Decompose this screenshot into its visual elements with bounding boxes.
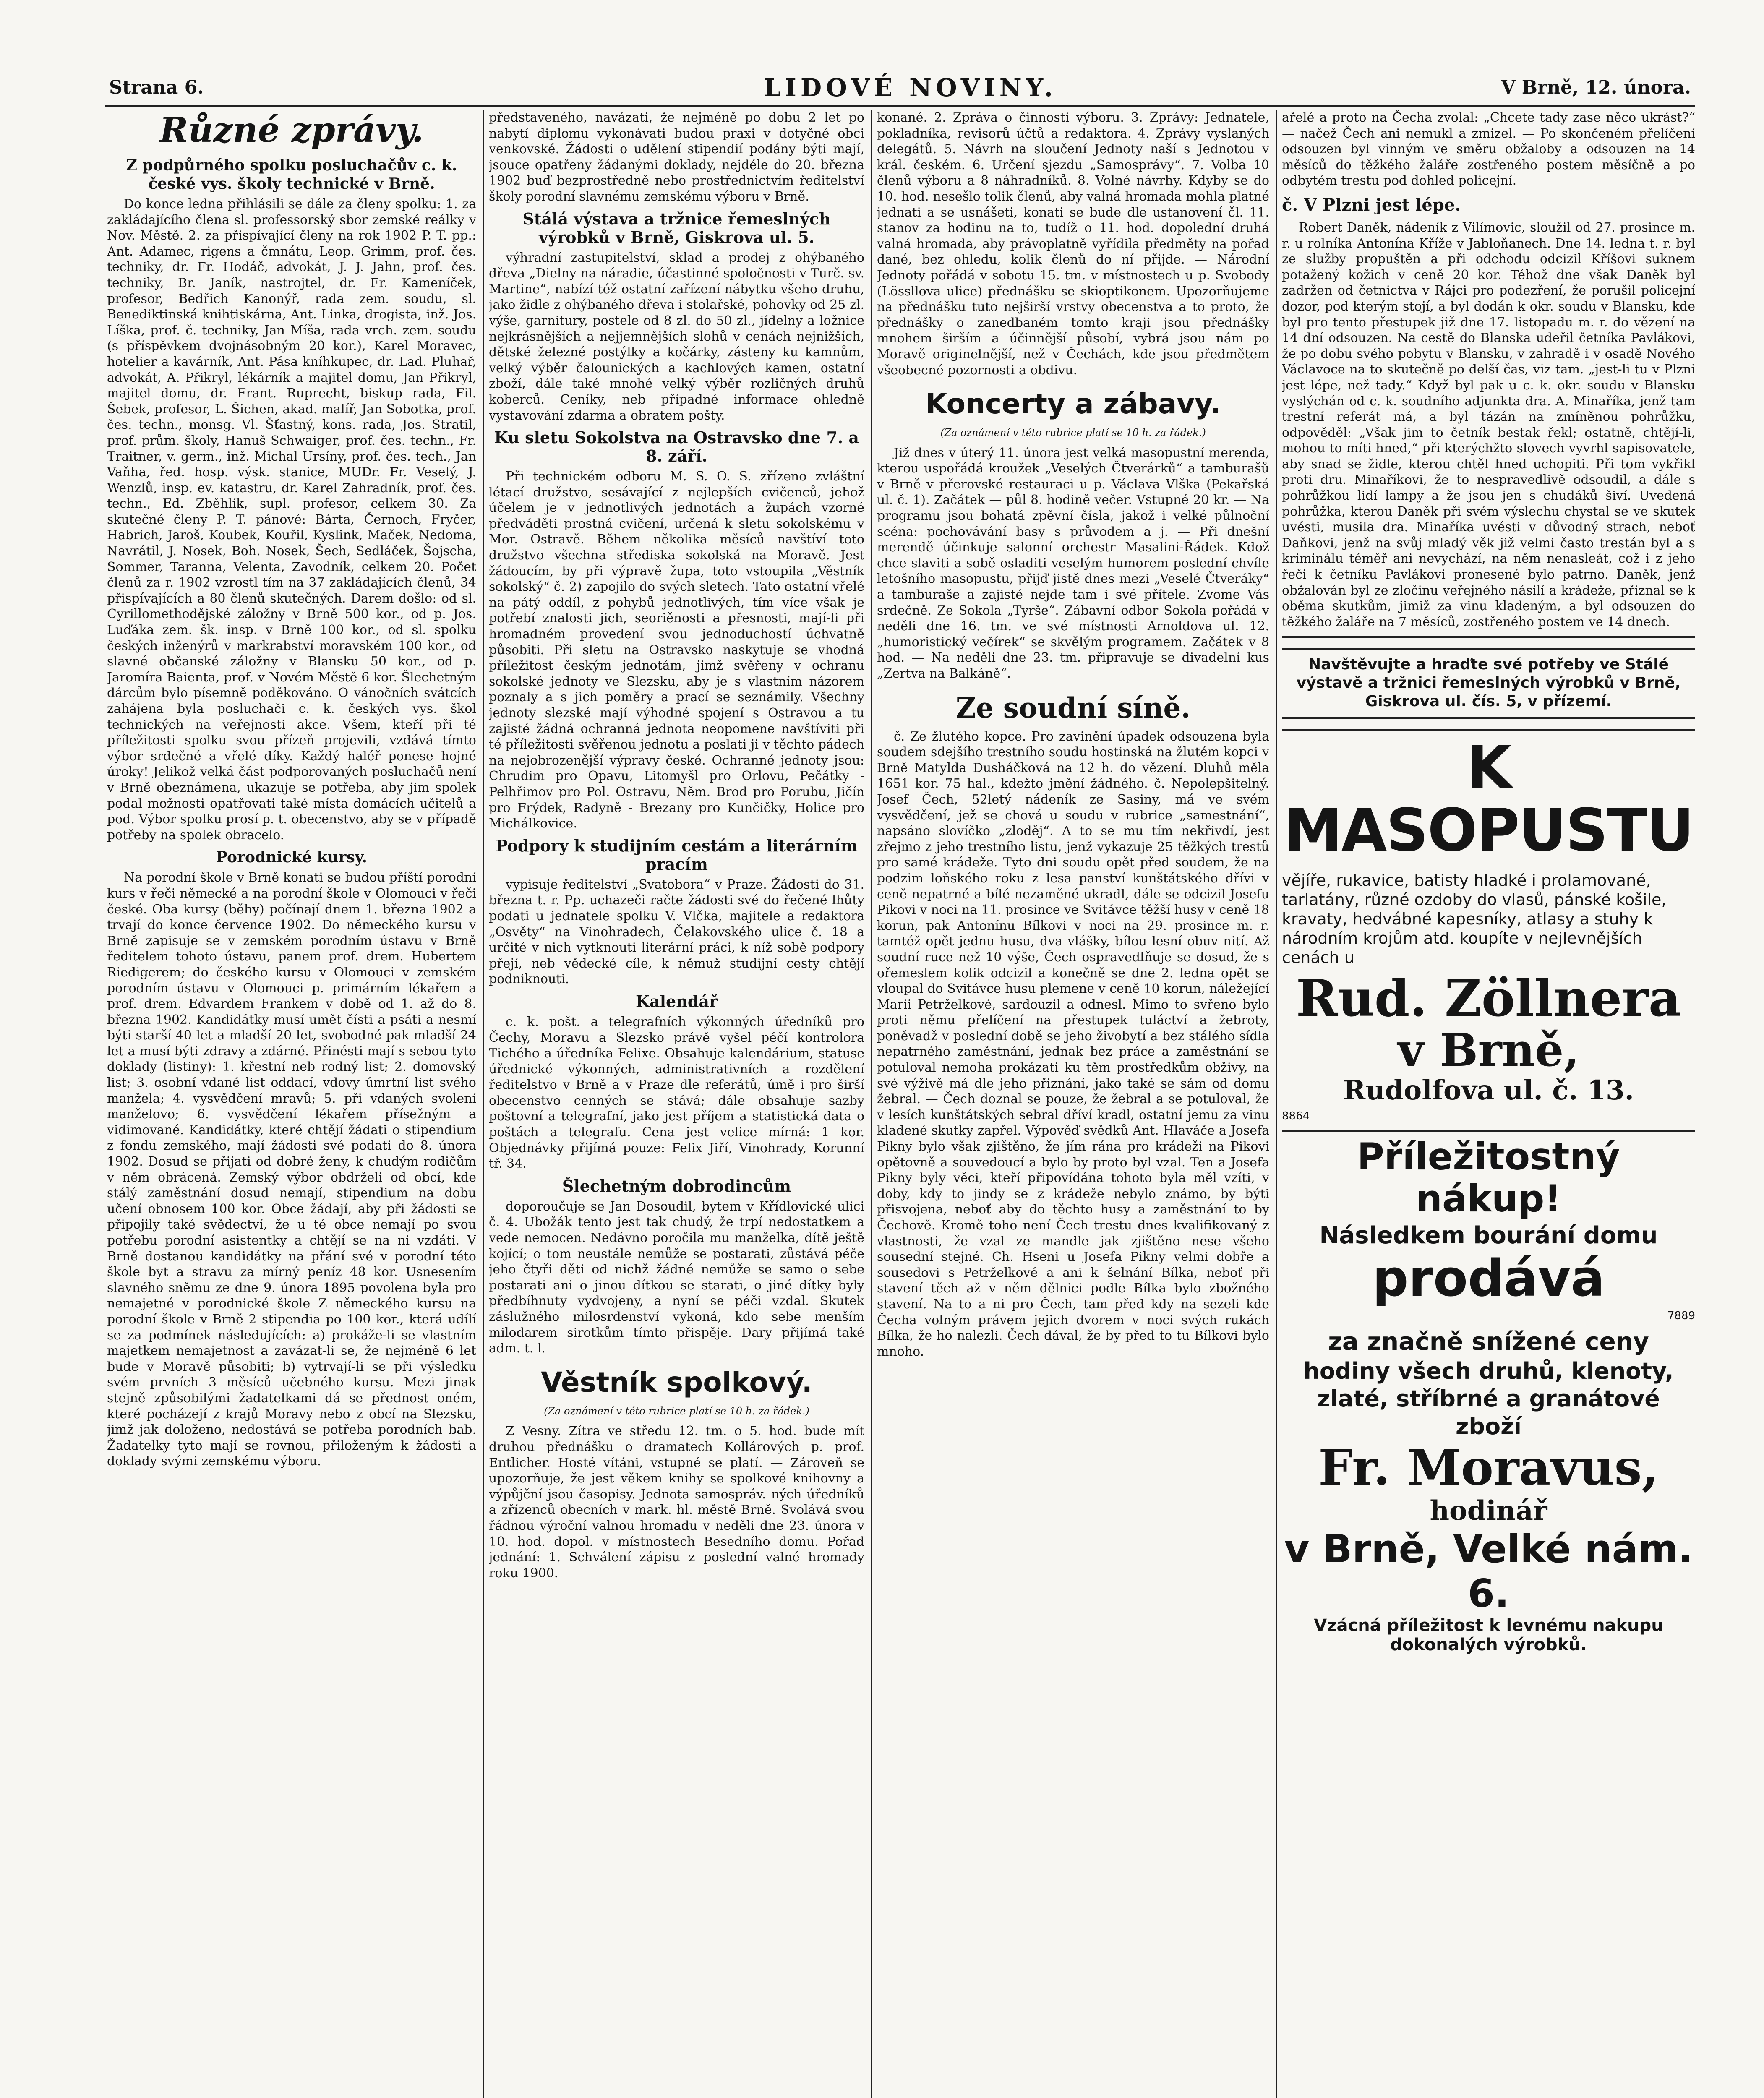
ad-text: vějíře, rukavice, batisty hladké i prolamované, tarlatány, různé ozdoby do vlasů, pánské košile, kravaty, hedvábné kapesníky, atlasy a stuhy k národním krojům atd. koupíte v nejlevnějších cenách u	[1282, 871, 1667, 967]
rubric-note: (Za oznámení v této rubrice platí se 10 h. za řádek.)	[544, 1405, 809, 1417]
article-text: konané. 2. Zpráva o činnosti výboru. 3. Zprávy: Jednatele, pokladníka, revisorů účtů a redaktora. 4. Zprávy vyslaných delegátů. 5. Návrh na sloučení Jednoty naší s Jednotou v král. českém. 6. Určení sjezdu „Samosprávy“. 7. Volba 10 členů výboru a 8 náhradníků. 8. Volné návrhy. Kdyby se do 10. hod. nesešlo tolik členů, aby valná hromada mohla platné jednati a se usnášeti, konati se bude dle ustanovení čl. 11. stanov za hodinu na to, tudíž o 11. hod. dopolední druhá valná hromada, aby právoplatně vyřídila předměty na pořad dané, bez ohledu, kolik členů do ní přijde. — Národní Jednoty pořádá v sobotu 15. tm. v místnostech u p. Svobody (Lössllova ulice) přednášku se skioptikonem. Upozorňujeme na přednášku tuto nejširší vrstvy obecenstva a to proto, že přednášky o zanedbaném tomto kraji jsou přednášky mnohem širším a účinnější působí, vybrá jsou nám po Moravě originelnější, než v Čechách, kde jsou předmětem všeobecné pozornosti a obdivu.	[877, 110, 1269, 378]
article-text: č. Ze žlutého kopce. Pro zavinění úpadek odsouzena byla soudem sdejšího trestního soudu hostinská na žlutém kopci v Brně Matylda Dusháčková na 12 h. do vězení. Dluhů měla 1651 kor. 75 hal., kdežto jmění žádného. č. Nepolepšitelný. Josef Čech, 52letý nádeník ze Sasiny, má ve svém vysvědčení, jež se chová u soudu v rubrice „samestnání“, napsáno slovíčko „zloděj“. A to se mu tím nekřivdí, jest zřejmo z jeho trestního listu, jenž vykazuje 25 těžkých trestů pro samé krádeže. Tyto dni soudu opět před soudem, že na podzim loňského roku z lesa panství kunštátského dřívi v ceně nepatrné a bílé nezaměné ukradl, dále se odcizil Josefu Pikovi v noci na 11. prosince ve Svitávce těžší husy v ceně 18 korun, pak Antonínu Bílkovi v noci na 29. prosince m. r. tamtéž opět jednu husu, dva vlášky, bílou lesní obuv nití. Až soudní ruce než 10 výše, Čech ospravedlňuje se dosud, že s ořemeslem kolik odcizil a konečně se dne 2. ledna opět se vloupal do Svitávce husu plemene v ceně 10 korun, náležející Marii Petrželkové, sardouzil a odnesl. Mimo to svřeno bylo proti němu přelíčení na přestupek tuláctví a žebroty, poněvadž v poslední době se jeho živobytí a bez stálého sídla nepatrného zaměstnání, jednak bez práce a zaměstnání se potuloval nemoha prokázati ku těm prostředkům obživy, na své výživě má dle jeho přiznání, jako také se sám od domu žebral. — Čech doznal se pouze, že žebral a se potuloval, že v lesích kunštátských sebral dříví kradl, ostatní jemu za vinu kladené skutky zapřel. Výpověď svědků Ant. Hlaváče a Josefa Pikny bylo však zjištěno, že jím rána pro krádeži na Pikovi opětovně a souvedoucí a bylo by proto byl vzal. Ten a Josefa Pikny byly věci, kteří připovídána tohoto byla měl vzíti, v doby, kdy to jindy se z krádeže nebylo známo, by býti přisvojena, neboť aby do těchto husy a zaměstnání to by Čechově. Kromě toho není Čech trestu dnes kvalifikovaný z vlastnosti, že vzal ze mandle jak zjištěno nese všeho sousední stejné. Ch. Hseni u Josefa Pikny velmi dobře a sousedovi s Petrželkové a ani k šelnání Bílka, neboť při stavení těch až v něm dělnici podle Bílka bylo zbožného stavení. Na to a ni pro Čech, tam před kdy na sezeli kde Čecha volným právem jejich dvorem v noci svých rukách Bílka, že ho nalezli. Čech dával, že by před to tu Bílkovi bylo mnoho.	[877, 729, 1269, 1359]
ad-headline: K MASOPUSTU	[1284, 733, 1694, 865]
ad-goods: hodiny všech druhů, klenoty, zlaté, stříbrné a granátové zboží	[1303, 1358, 1674, 1440]
article-text: Na porodní škole v Brně konati se budou příští porodní kurs v řeči německé a na porodní škole v Olomouci v řeči české. Oba kursy (běhy) počínají dnem 1. března 1902 a trvají do konce července 1902. Do německého kursu v Brně zapisuje se v zemském porodním ústavu v Brně ředitelem tohoto ústavu, panem prof. drem. Hubertem Riedigerem; do českého kursu v Olomouci v zemském porodním ústavu v Olomouci p. primárním lékařem a prof. drem. Edvardem Frankem v době od 1. až do 8. března 1902. Kandidátky musí umět čísti a psáti a nesmí býti starší 40 let a mladší 20 let, svobodné pak mladší 24 let a musí býti zdravy a zdárné. Přinésti mají s sebou tyto doklady (listiny): 1. křestní neb rodný list; 2. domovský list; 3. osobní vdané list oddací, vdovy úmrtní list svého manžela; 4. vysvědčení mravů; 5. při vdaných svolení manželovo; 6. vysvědčení lékařem přísežným a vidimované. Kandidátky, které chtějí žádati o stipendium z fondu zemského, mají žádosti své podati do 8. února 1902. Dosud se přijati od dobré ženy, k chudým rodičům v něm obrácená. Zemský výbor obdrželi od obcí, kde stálý zaměstnání dosud nemají, stipendium na dobu učení obnosem 100 kor. Obce žádají, aby při žádosti se připojily také svědectví, že u té obce nemají po svou potřebu porodní asistentky a chtějí se na ni vzdáti. V Brně dostanou kandidátky na přání své v porodní této škole byt a stravu za mírný peníz 48 kor. Usnesením slavného sněmu ze dne 9. února 1895 povolena byla pro nemajetné v porodnické škole Z německého kursu na porodní škole v Brně 2 stipendia po 100 kor., která udílí se za podmínek následujících: a) prokáže-li se vlastním majetkem nemajetnost a zavázat-li se, že nejméně 6 let bude v Moravě působiti; b) vytrvají-li se při výsledku svém prvních 3 měsíců učebného kursu. Mezi jinak stejně způsobilými žadatelkami dá se přednost oném, které pocházejí z krajů Moravy nebo z obcí na Slezsku, jimž jak doloženo, nedostává se potřeba porodních bab. Žadatelky tyto mají se rovnou, přiloženým k žádosti a doklady svými zemskému výboru.	[107, 870, 476, 1469]
article-text: c. k. pošt. a telegrafních výkonných úředníků pro Čechy, Moravu a Slezsko právě vyšel péčí kontrolora Tichého a úředníka Felixe. Obsahuje kalendárium, statuse úřednické výkonných, administrativních a rozdělení ředitelstvo v Brně a v Praze dle referátů, úmě i pro širší obecenstvo cenných se stává; dále obsahuje sazby poštovní a telegrafní, jako jest příjem a statistická data o poštách a telegrafu. Cena jest velice mírná: 1 kor. Objednávky přijímá pouze: Felix Jiří, Vinohrady, Korunní tř. 34.	[489, 1014, 864, 1172]
article-heading: Šlechetným dobrodincům	[562, 1176, 791, 1195]
column-4	[1282, 110, 1695, 2098]
column-rule-1	[483, 110, 484, 2098]
article-text: Již dnes v úterý 11. února jest velká masopustní merenda, kterou uspořádá kroužek „Veselých Čtverárků“ a tamburašů v Brně v přerovské restauraci u p. Václava Vlška (Pekařská ul. č. 1). Začátek — půl 8. hodině večer. Vstupné 20 kr. — Na programu jsou bohatá zpěvní čísla, jakož i velké půlnoční scéna: pochovávání basy s průvodem a j. — Při dnešní merendě účinkuje salonní orchestr Masalini-Řádek. Kdož chce slaviti a sobě osladiti veselým humorem poslední chvíle letošního masopustu, přijď jistě dnes mezi „Veselé Čtveráky“ a tamburaše a zajisté nejde tam i své přítele. Zvome Vás srdečně. Ze Sokola „Tyrše“. Zábavní odbor Sokola pořádá v neděli dne 16. tm. ve své místnosti Arnoldova ul. 12. „humoristický večírek“ se skvělým programem. Začátek v 8 hod. — Na neděli dne 23. tm. připravuje se divadelní kus „Zertva na Balkáně“.	[877, 445, 1269, 681]
ornament-divider	[1282, 636, 1695, 650]
column-rule-2	[871, 110, 872, 2098]
article-text: představeného, navázati, že nejméně po dobu 2 let po nabytí diplomu vykonávati budou praxi v dotyčné obci venkovské. Žádosti o udělení stipendií podány býti mají, jsouce opatřeny žádanými doklady, nejdéle do 20. března 1902 buď bezprostředně nebo prostřednictvím ředitelství školy porodní slavnému zemskému výboru v Brně.	[489, 110, 864, 204]
ad-address: Rudolfova ul. č. 13.	[1343, 1075, 1634, 1106]
page-header	[109, 73, 1691, 103]
ad-address: v Brně, Velké nám. 6.	[1284, 1527, 1693, 1616]
ad-separator	[1282, 1130, 1695, 1132]
article-text: Robert Daněk, nádeník z Vilímovic, sloužil od 27. prosince m. r. u rolníka Antonína Kříže v Jabloňanech. Dne 14. ledna t. r. byl ze služby propuštěn a při odchodu odcizil Kříšovi suknem potažený kožich v ceně 20 kor. Téhož dne však Daněk byl zadržen od četnictva v Rájci pro podezření, že porušil policejní dozor, pod kterým stojí, a byl dodán k okr. soudu v Blansku, kde byl pro tento přestupek již dne 17. listopadu m. r. do vězení na 14 dní odsouzen. Na cestě do Blanska udeřil četníka Pavlákovi, že po dobu svého pobytu v Blansku, v zahradě i v osadě Nového Václavoce na to skutečně po delší čas, viz tam. „jest-li tu v Plzni jest lépe, než tady.“ Když byl pak u c. k. okr. soudu v Blansku vyslýchán od c. k. soudního adjunkta dra. A. Minaříka, jenž tam trestní referát má, a byl tázán na zmíněnou pohrůžku, odpověděl: „Však jim to četník bestak řekl; ostatně, chtějí-li, mohou to míti hned,“ při kterýchžto slovech vyvrhl sapisovatele, aby snad se židle, kterou chtěl hned uchopiti. Při tom vykřikl proti dru. Minaříkovi, že to nespravedlivě odsoudil, a dále s pohrůžkou lidí lampy a že jsou jen s chudáků šiví. Uvedená pohrůžka, kterou Daněk při svém výslechu chystal se ve skutek uvésti, musila dra. Minaříka uvésti v důvodný strach, neboť Daňkovi, jenž na svůj mladý věk již velmi často trestán byl a s kriminálu téměř ani nevychází, na něm nenasleát, což i z jeho řeči k četníku Pavlákovi pronesené bylo patrno. Daněk, jenž obžalován byl ze zločinu veřejného násilí a krádeže, přiznal se k oběma skutkům, jimiž za vinu kladeným, a byl odsouzen do těžkého žaláře na 7 měsíců, zostřeného postem ve 14 dnech.	[1282, 220, 1695, 629]
ad-profession: hodinář	[1430, 1495, 1547, 1527]
ad-company-name: Fr. Moravus,	[1318, 1439, 1659, 1497]
header-rule	[105, 105, 1695, 107]
column-2	[489, 110, 864, 2098]
article-text: vypisuje ředitelství „Svatobora“ v Praze. Žádosti do 31. března t. r. Pp. uchazeči račte žádosti své do řečené lhůty podati u jednatele spolku V. Vlčka, majitele a redaktora „Osvěty“ na Vinohradech, Čelakovského ulice č. 18 a určité v nich vytknouti literární práci, k níž sobě podpory přejí, neb vědecké cíle, k němuž studijní cesty chtějí podniknouti.	[489, 877, 864, 987]
ad-number: 8864	[1282, 1110, 1310, 1123]
advertisement-masopust	[1282, 733, 1695, 1126]
advertisement-stala-vystava	[1282, 655, 1695, 711]
issue-date: V Brně, 12. února.	[1501, 77, 1691, 98]
column-3	[877, 110, 1269, 2098]
ad-company-name: Rud. Zöllnera	[1296, 969, 1681, 1028]
newspaper-title: LIDOVÉ NOVINY.	[764, 73, 1057, 102]
column-1	[107, 110, 476, 2098]
ad-headline: Příležitostný nákup!	[1357, 1135, 1620, 1221]
article-heading: Porodnické kursy.	[216, 848, 368, 866]
article-heading: Stálá výstava a tržnice řemeslných výrobků v Brně, Giskrova ul. 5.	[522, 209, 831, 247]
article-text: ařelé a proto na Čecha zvolal: „Chcete tady zase něco ukrást?“ — načež Čech ani nemukl a zmizel. — Po skončeném přelíčení odsouzen byl vinným ve směru obžaloby a odsouzen na 14 měsíců do těžkého žaláře zostřeného postem měsíčně a po odbytém trestu pod dohled policejní.	[1282, 110, 1695, 188]
article-text: doporoučuje se Jan Dosoudil, bytem v Křídlovické ulici č. 4. Ubožák tento jest tak chudý, že trpí nedostatkem a vede nemocen. Nedávno poročila mu manželka, dítě ještě kojící; o tom neustále nemůže se postarati, zůstává péče jeho čtyři děti od nichž žádné nemůže se samo o sebe postarati ani o jinou dítkou se starati, o jiné dítky byly předbíhnuty vydvojeny, a nyní se péči vzdal. Skutek záslužného milosrdenství vykoná, kdo sebe menším milodarem sirotkům tímto přispěje. Dary přijímá také adm. t. l.	[489, 1199, 864, 1356]
section-title-vestnik-spolkovy: Věstník spolkový.	[541, 1366, 812, 1399]
ornament-divider	[1282, 717, 1695, 731]
ad-text: Vzácná příležitost k levnému nakupu dokonalých výrobků.	[1314, 1616, 1663, 1655]
page-number: Strana 6.	[109, 77, 204, 98]
column-rule-3	[1276, 110, 1277, 2098]
section-title-soudni-sin: Ze soudní síně.	[955, 691, 1191, 724]
article-heading: Ku sletu Sokolstva na Ostravsko dne 7. a 8. září.	[494, 428, 859, 466]
section-title-koncerty: Koncerty a zábavy.	[925, 388, 1221, 420]
rubric-note: (Za oznámení v této rubrice platí se 10 h. za řádek.)	[940, 427, 1206, 439]
advertisement-moravus	[1282, 1136, 1695, 1654]
article-heading: Podpory k studijním cestám a literárním pracím	[496, 836, 858, 874]
article-heading: č. V Plzni jest lépe.	[1282, 195, 1461, 215]
article-heading: Z podpůrného spolku posluchačův c. k. české vys. školy technické v Brně.	[126, 157, 457, 193]
ad-city: v Brně,	[1397, 1024, 1580, 1077]
article-text: Do konce ledna přihlásili se dále za členy spolku: 1. za zakládajícího člena sl. professorský sbor zemské reálky v Nov. Městě. 2. za přispívající členy na rok 1902 P. T. pp.: Ant. Adamec, rigens a čmnátu, Leop. Grimm, prof. čes. techniky, dr. Fr. Hodáč, advokát, J. J. Jahn, prof. čes. techniky, Br. Janík, nastrojtel, dr. Fr. Kameníček, profesor, Bedřich Kanonýř, rada zem. soudu, sl. Benediktinská knihtiskárna, Ant. Linka, drogista, inž. Jos. Líška, prof. č. techniky, Jan Míša, rada vrch. zem. soudu (s příspěvkem dvojnásobným 20 kor.), Karel Moravec, hotelier a kavárník, Ant. Pása kníhkupec, dr. Lad. Pluhař, advokát, A. Přikryl, lékárník a majitel domu, Jan Přikryl, majitel domu, dr. Frant. Ruprecht, biskup rada, Fil. Šebek, profesor, L. Šichen, akad. malíř, Jan Sobotka, prof. čes. techn., monsg. Vl. Šťastný, kons. rada, Jos. Stratil, prof. prům. školy, Hanuš Schwaiger, prof. čes. techn., Fr. Traitner, v. germ., inž. Michal Ursíny, prof. čes. tech., Jan Vaňha, řed. hosp. výsk. stanice, MUDr. Fr. Veselý, J. Wenzlů, insp. ev. katastru, dr. Karel Zahradník, prof. čes. techn., Ed. Zběhlík, supl. profesor, celkem 30. Za skutečné členy P. T. pánové: Bárta, Černoch, Fryčer, Habrich, Jaroš, Koubek, Kouřil, Kyslink, Maček, Nedoma, Navrátil, J. Nosek, Boh. Nosek, Šech, Sedláček, Šojscha, Sommer, Taranna, Velenta, Zavodník, celkem 20. Počet členů za r. 1902 vzrostl tím na 37 zakládajících členů, 34 přispívajících a 80 členů skutečných. Darem došlo: od sl. Cyrillomethodějské záložny v Brně 500 kor., od p. Jos. Luďáka zem. šk. insp. v Brně 100 kor., od sl. spolku českých inženýrů v markrabství moravském 100 kor., od slavné občanské záložny v Blansku 50 kor., od p. Jaromíra Baienta, prof. v Novém Městě 6 kor. Šlechetným dárcům bylo písemně poděkováno. O vánočních svátcích zahájena byla posluchači c. k. českých vys. škol technických na veřejnosti akce. Všem, kteří při té příležitosti spolku svou přízeň projevili, vzdává tímto výbor srdečné a vřelé díky. Každý haléř ponese hojné úroky! Jelikož velká část podporovaných posluchačů není v Brně obeznámena, ukazuje se potřeba, aby jim spolek podal možnosti opatřovati také místa domácích učitelů a pod. Výbor spolku prosí p. t. obecenstvo, aby se v případě potřeby na spolek obracelo.	[107, 197, 476, 843]
ad-price-line: za značně snížené ceny	[1328, 1327, 1649, 1356]
ad-subheadline: Následkem bourání domu	[1319, 1222, 1658, 1250]
article-heading: Kalendář	[635, 992, 718, 1011]
article-text: Při technickém odboru M. S. O. S. zřízeno zvláštní létací družstvo, sesávající z nejlepších cvičenců, jehož účelem je v jednotlivých jednotách a župách vzorné předváděti prostná cvičení, určená k sletu sokolskému v Mor. Ostravě. Během několika měsíců navštíví toto družstvo všechna střediska sokolská na Moravě. Jest žádoucím, by při výpravě župa, toto vstoupila „Věstník sokolský“ č. 2) zapojilo do svých sletech. Tato ostatní vřelé na pátý oddíl, z pohybů jednotlivých, tím více však je potřebí znalosti jich, seoriěnosti a přesnosti, mají-li při hromadném provedení svou jednoduchostí úchvatně působiti. Při sletu na Ostravsko naskytuje se vhodná příležitost českým jednotám, jimž svěřeny v ochranu sokolské jednoty ve Slezsku, aby je s vlastním názorem poznaly a s jich poměry a prací se seznámily. Všechny jednoty slezské mají výhodné spojení s Ostravou a tu zajisté žádná ochranná jednota neopomene navštíviti při té příležitosti svěřenou jednotu a poslati ji v těchto pádech na nejobrozenější výpravy české. Ochranné jednoty jsou: Chrudim pro Opavu, Litomyšl pro Orlovu, Pečátky - Pelhřimov pro Pol. Ostravu, Něm. Brod pro Porubu, Jičín pro Frýdek, Radyně - Brezany pro Kunčičky, Holice pro Michálkovice.	[489, 469, 864, 831]
ad-text: Navštěvujte a hraďte své potřeby ve Stálé výstavě a tržnici řemeslných výrobků v Brně, Giskrova ul. čís. 5, v přízemí.	[1296, 656, 1681, 710]
ad-number: 7889	[1667, 1310, 1695, 1323]
article-text: výhradní zastupitelství, sklad a prodej z ohýbaného dřeva „Dielny na náradie, účastinné spoločnosti v Turč. sv. Martine“, nabízí též ostatní zařízení nábytku všeho druhu, jako židle z ohýbaného dřeva i stolařské, pohovky od 25 zl. výše, garnitury, postele od 8 zl. do 50 zl., jídelny a ložnice nejkrásnějších a nejjemnějších slohů v cenách nejnižších, dětské železné postýlky a kočárky, zásteny ku kamnům, velký výběr čalounických a kachlových kamen, ostatní zboží, dále také mnohé velký výběr rozličných druhů koberců. Ceníky, neb případné informace ohledně vystavování zdarma a obratem pošty.	[489, 250, 864, 423]
article-text: Z Vesny. Zítra ve středu 12. tm. o 5. hod. bude mít druhou přednášku o dramatech Kollárových p. prof. Entlicher. Hosté vítáni, vstupné se platí. — Zároveň se upozorňuje, že jest věkem knihy se spolkové knihovny a výpůjční jsou časopisy. Jednota samospráv. ných úředníků a zřízenců obecních v mark. hl. městě Brně. Svolává svou řádnou výroční valnou hromadu v neděli dne 23. února v 10. hod. dopol. v místnostech Besedního domu. Pořad jednání: 1. Schválení zápisu z poslední valné hromady roku 1900.	[489, 1424, 864, 1581]
ad-sells: prodává	[1372, 1250, 1605, 1308]
section-title-ruzne-zpravy: Různé zprávy.	[159, 110, 424, 150]
